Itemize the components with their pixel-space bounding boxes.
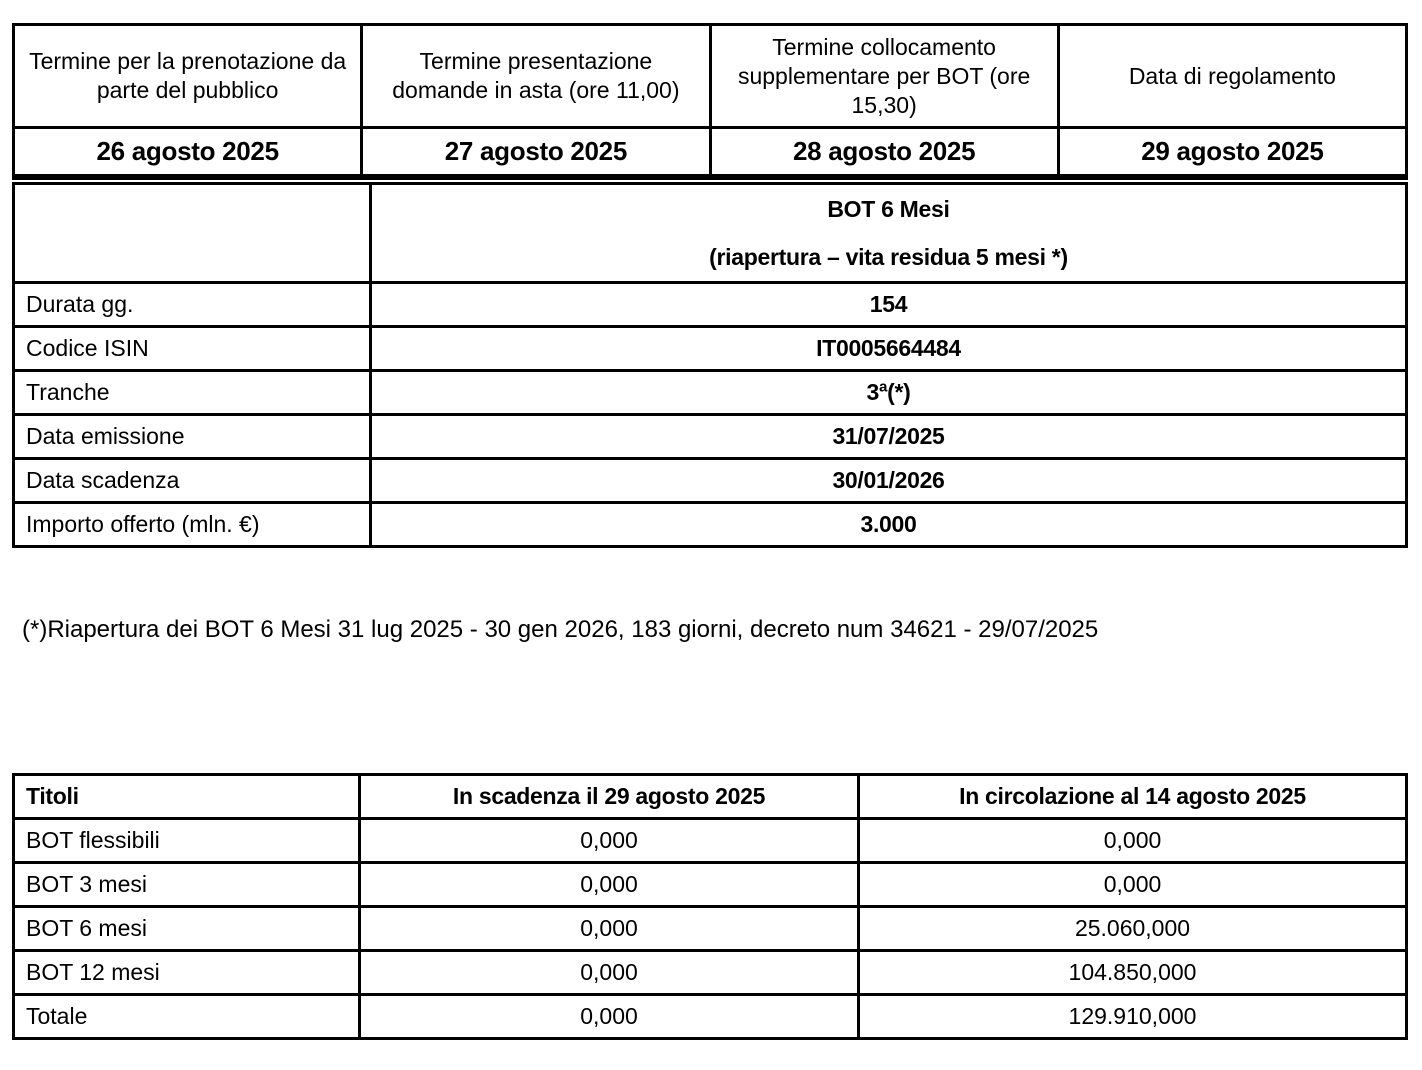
deadline-date-cell: 28 agosto 2025 <box>710 128 1058 178</box>
deadline-header-cell: Data di regolamento <box>1058 25 1406 128</box>
security-name: BOT flessibili <box>14 819 360 863</box>
row-value: 154 <box>371 283 1407 327</box>
deadline-date-cell: 29 agosto 2025 <box>1058 128 1406 178</box>
deadline-header-cell: Termine collocamento supplementare per BOT (ore 15,30) <box>710 25 1058 128</box>
deadline-date-cell: 27 agosto 2025 <box>362 128 710 178</box>
column-header: In scadenza il 29 agosto 2025 <box>360 775 859 819</box>
row-label: Data emissione <box>14 415 371 459</box>
table-row <box>14 907 1407 951</box>
security-name: BOT 3 mesi <box>14 863 360 907</box>
bot-subtitle: (riapertura – vita residua 5 mesi *) <box>709 244 1068 270</box>
outstanding-amount: 129.910,000 <box>859 995 1407 1039</box>
outstanding-amount: 25.060,000 <box>859 907 1407 951</box>
table-row <box>14 415 1407 459</box>
row-value: 3ª(*) <box>371 371 1407 415</box>
maturing-amount: 0,000 <box>360 819 859 863</box>
row-value: 31/07/2025 <box>371 415 1407 459</box>
bot-title-row <box>14 184 1407 283</box>
deadlines-table <box>12 23 1408 180</box>
table-row <box>14 327 1407 371</box>
row-value: 3.000 <box>371 503 1407 547</box>
bot-title-cell <box>371 184 1407 283</box>
table-row <box>14 459 1407 503</box>
table-row <box>14 951 1407 995</box>
maturing-amount: 0,000 <box>360 995 859 1039</box>
column-header: In circolazione al 14 agosto 2025 <box>859 775 1407 819</box>
deadline-header-cell: Termine per la prenotazione da parte del pubblico <box>14 25 362 128</box>
securities-table <box>12 773 1408 1040</box>
row-label: Codice ISIN <box>14 327 371 371</box>
table-row <box>14 995 1407 1039</box>
row-label: Importo offerto (mln. €) <box>14 503 371 547</box>
column-header: Titoli <box>14 775 360 819</box>
deadlines-dates-row <box>14 128 1407 178</box>
maturing-amount: 0,000 <box>360 907 859 951</box>
table-row <box>14 283 1407 327</box>
row-label: Data scadenza <box>14 459 371 503</box>
outstanding-amount: 0,000 <box>859 863 1407 907</box>
bot-title: BOT 6 Mesi <box>827 196 950 222</box>
table-row <box>14 863 1407 907</box>
table-row <box>14 503 1407 547</box>
maturing-amount: 0,000 <box>360 863 859 907</box>
securities-header-row <box>14 775 1407 819</box>
table-row <box>14 371 1407 415</box>
deadlines-header-row <box>14 25 1407 128</box>
table-row <box>14 819 1407 863</box>
row-value: IT0005664484 <box>371 327 1407 371</box>
bot-details-table <box>12 182 1408 548</box>
security-name: BOT 6 mesi <box>14 907 360 951</box>
deadline-date-cell: 26 agosto 2025 <box>14 128 362 178</box>
security-name: Totale <box>14 995 360 1039</box>
row-value: 30/01/2026 <box>371 459 1407 503</box>
footnote: (*)Riapertura dei BOT 6 Mesi 31 lug 2025 - 30 gen 2026, 183 giorni, decreto num 34621 - 29/07/2025 <box>22 616 1099 643</box>
maturing-amount: 0,000 <box>360 951 859 995</box>
outstanding-amount: 104.850,000 <box>859 951 1407 995</box>
row-label: Tranche <box>14 371 371 415</box>
row-label: Durata gg. <box>14 283 371 327</box>
deadline-header-cell: Termine presentazione domande in asta (ore 11,00) <box>362 25 710 128</box>
outstanding-amount: 0,000 <box>859 819 1407 863</box>
security-name: BOT 12 mesi <box>14 951 360 995</box>
empty-cell <box>14 184 371 283</box>
